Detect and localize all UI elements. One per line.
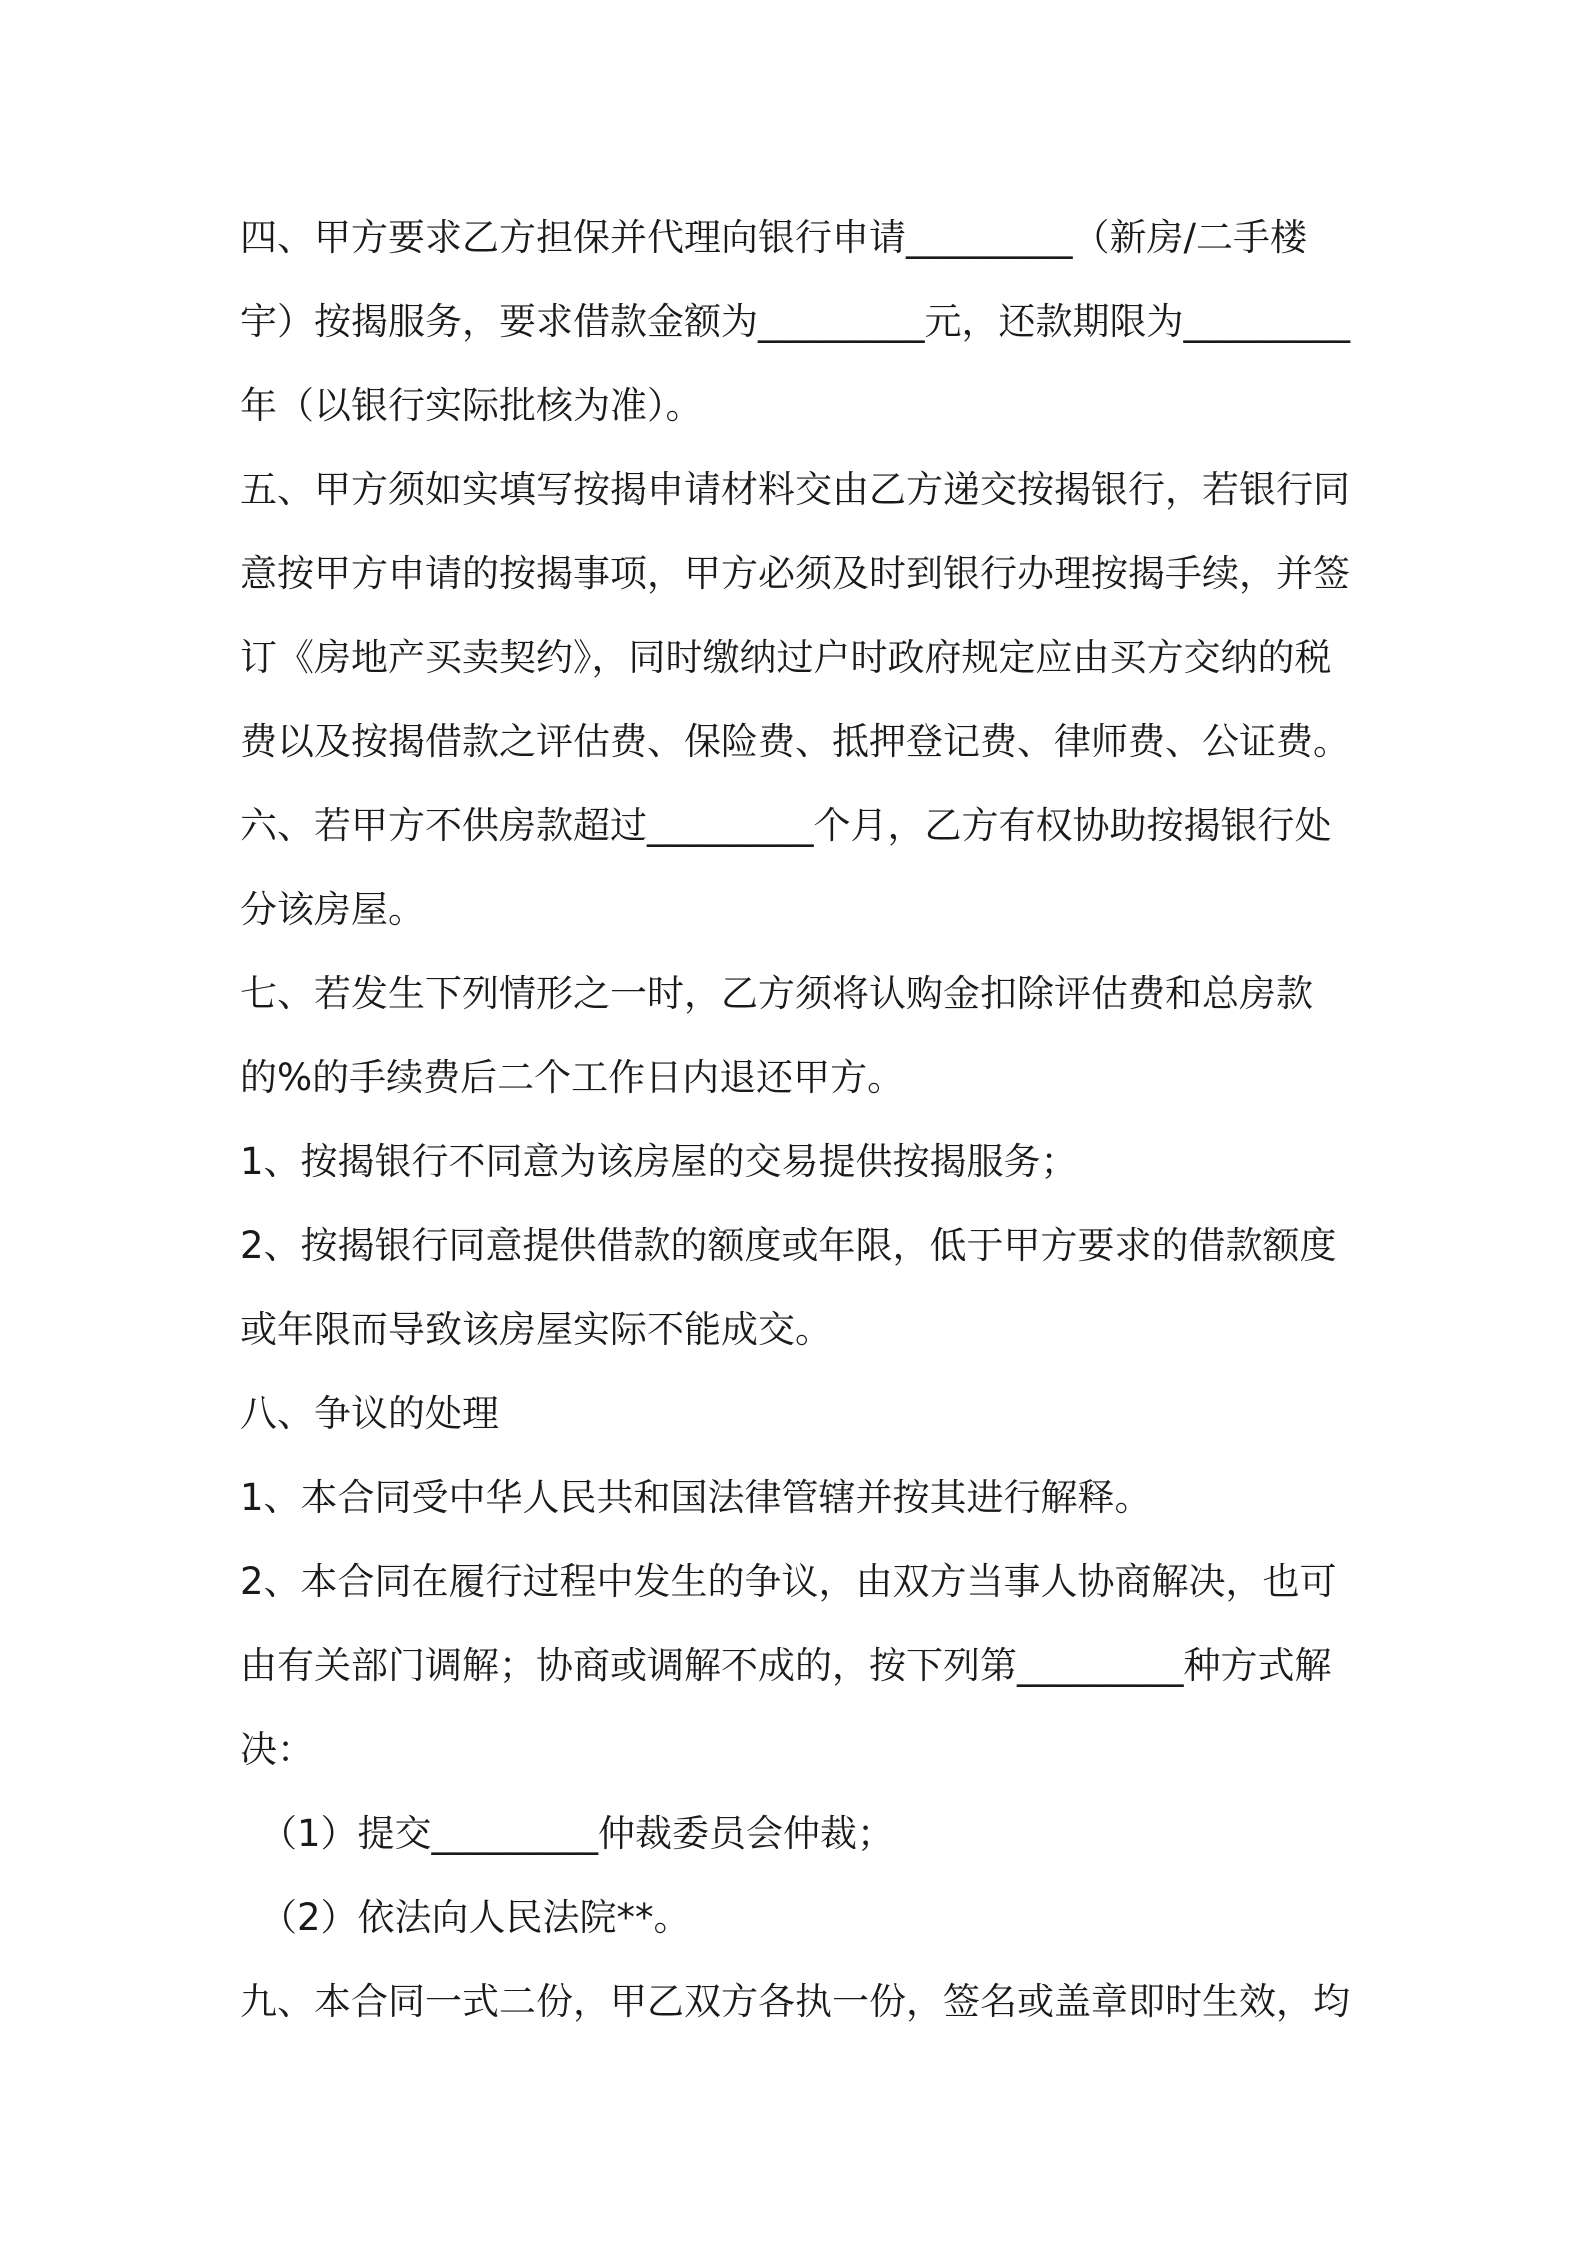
text-line: 六、若甲方不供房款超过_________个月，乙方有权协助按揭银行处 bbox=[240, 804, 1332, 847]
text-line: 分该房屋。 bbox=[240, 888, 425, 931]
text-line: 1、本合同受中华人民共和国法律管辖并按其进行解释。 bbox=[240, 1476, 1152, 1519]
text-line: 2、本合同在履行过程中发生的争议，由双方当事人协商解决，也可 bbox=[240, 1560, 1337, 1603]
text-line: 订《房地产买卖契约》，同时缴纳过户时政府规定应由买方交纳的税 bbox=[240, 636, 1332, 679]
document-body bbox=[240, 196, 1360, 2044]
text-line: （1）提交_________仲裁委员会仲裁； bbox=[260, 1812, 895, 1855]
section-heading: 八、争议的处理 bbox=[240, 1392, 499, 1435]
text-line: 年（以银行实际批核为准）。 bbox=[240, 384, 703, 427]
text-line: 或年限而导致该房屋实际不能成交。 bbox=[240, 1308, 832, 1351]
text-line: 费以及按揭借款之评估费、保险费、抵押登记费、律师费、公证费。 bbox=[240, 720, 1350, 763]
text-line: 宇）按揭服务，要求借款金额为_________元，还款期限为_________ bbox=[240, 300, 1350, 343]
text-line: 五、甲方须如实填写按揭申请材料交由乙方递交按揭银行，若银行同 bbox=[240, 468, 1350, 511]
text-line: 由有关部门调解；协商或调解不成的，按下列第_________种方式解 bbox=[240, 1644, 1332, 1687]
text-line: 九、本合同一式二份，甲乙双方各执一份，签名或盖章即时生效，均 bbox=[240, 1980, 1350, 2023]
text-line: 决： bbox=[240, 1728, 314, 1771]
text-line: 的%的手续费后二个工作日内退还甲方。 bbox=[240, 1056, 905, 1099]
text-line: 1、按揭银行不同意为该房屋的交易提供按揭服务； bbox=[240, 1140, 1078, 1183]
text-line: 四、甲方要求乙方担保并代理向银行申请_________（新房/二手楼 bbox=[240, 216, 1307, 259]
text-line: 七、若发生下列情形之一时，乙方须将认购金扣除评估费和总房款 bbox=[240, 972, 1313, 1015]
text-line: （2）依法向人民法院**。 bbox=[260, 1896, 691, 1939]
text-line: 2、按揭银行同意提供借款的额度或年限，低于甲方要求的借款额度 bbox=[240, 1224, 1337, 1267]
text-line: 意按甲方申请的按揭事项，甲方必须及时到银行办理按揭手续，并签 bbox=[240, 552, 1350, 595]
